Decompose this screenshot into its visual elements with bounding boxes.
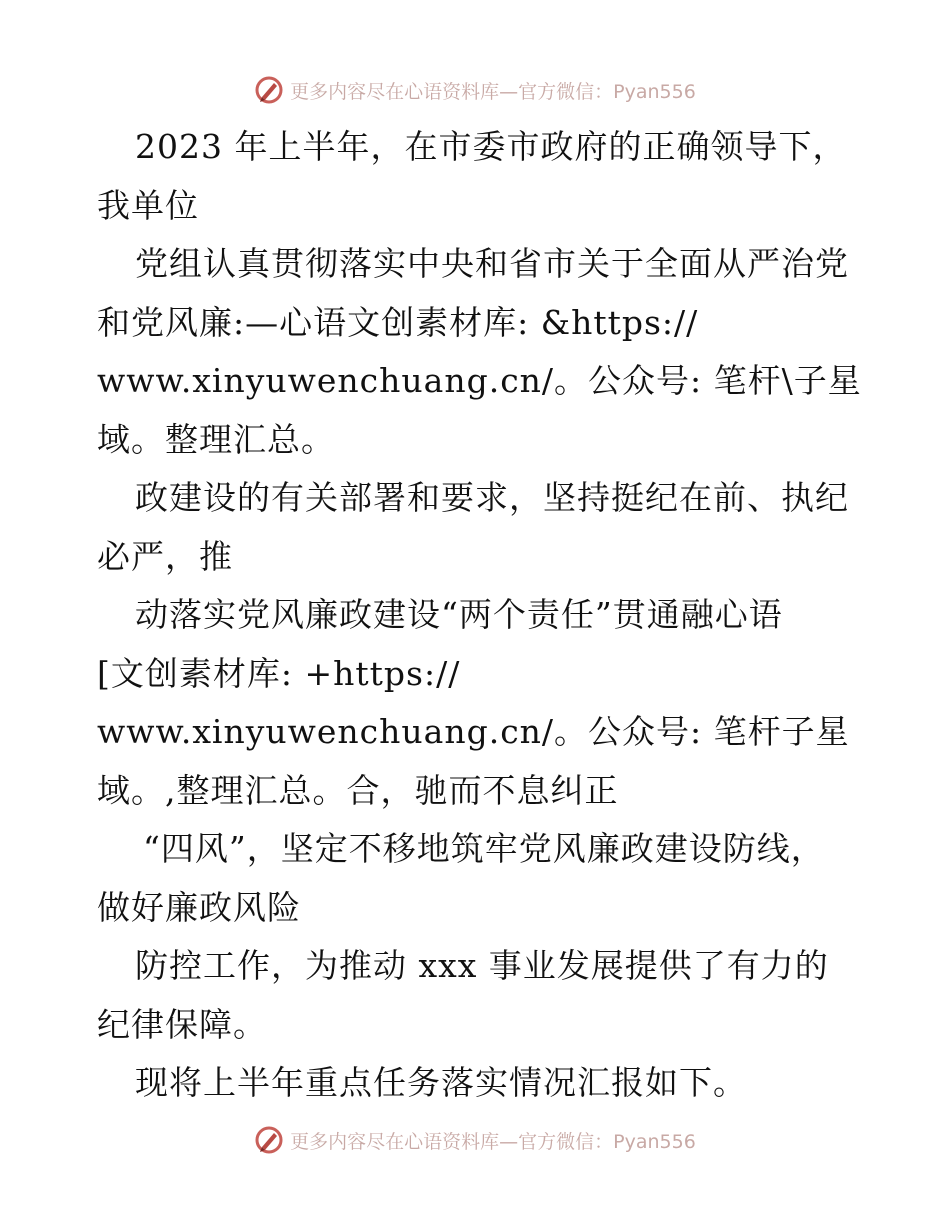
paragraph-line: 党组认真贯彻落实中央和省市关于全面从严治党 xyxy=(135,244,849,283)
header-watermark-banner xyxy=(0,70,950,110)
paragraph-line: 必严，推 xyxy=(97,536,233,576)
paragraph-line: www.xinyuwenchuang.cn/。公众号: 笔杆子星 xyxy=(97,712,850,751)
paragraph-line: “四风”，坚定不移地筑牢党风廉政建设防线， xyxy=(143,829,825,868)
paragraph-line: 防控工作，为推动 xxx 事业发展提供了有力的 xyxy=(135,946,829,985)
paragraph-line: 政建设的有关部署和要求，坚持挺纪在前、执纪 xyxy=(135,478,849,517)
pen-logo-icon xyxy=(254,75,284,105)
footer-watermark-banner xyxy=(0,1120,950,1160)
watermark-text: 更多内容尽在心语资料库—官方微信：Pyan556 xyxy=(290,80,696,103)
paragraph-line: 域。整理汇总。 xyxy=(97,419,335,459)
pen-logo-icon xyxy=(254,1125,284,1155)
paragraph-line: 域。,整理汇总。合，驰而不息纠正 xyxy=(97,770,619,810)
paragraph-line: 现将上半年重点任务落实情况汇报如下。 xyxy=(135,1063,747,1102)
paragraph-line: 动落实党风廉政建设“两个责任”贯通融心语 xyxy=(135,595,783,634)
paragraph-line: 做好廉政风险 xyxy=(97,887,301,927)
paragraph-line: 和党风廉:—心语文创素材库: &https:// xyxy=(97,302,699,342)
paragraph-line: 纪律保障。 xyxy=(97,1004,267,1044)
document-body xyxy=(97,118,867,1113)
paragraph-line: [文创素材库: +https:// xyxy=(97,653,461,693)
paragraph-line: 2023 年上半年，在市委市政府的正确领导下， xyxy=(135,127,847,166)
paragraph-line: 我单位 xyxy=(97,185,199,225)
watermark-text: 更多内容尽在心语资料库—官方微信：Pyan556 xyxy=(290,1130,696,1153)
paragraph-line: www.xinyuwenchuang.cn/。公众号: 笔杆\子星 xyxy=(97,361,862,400)
